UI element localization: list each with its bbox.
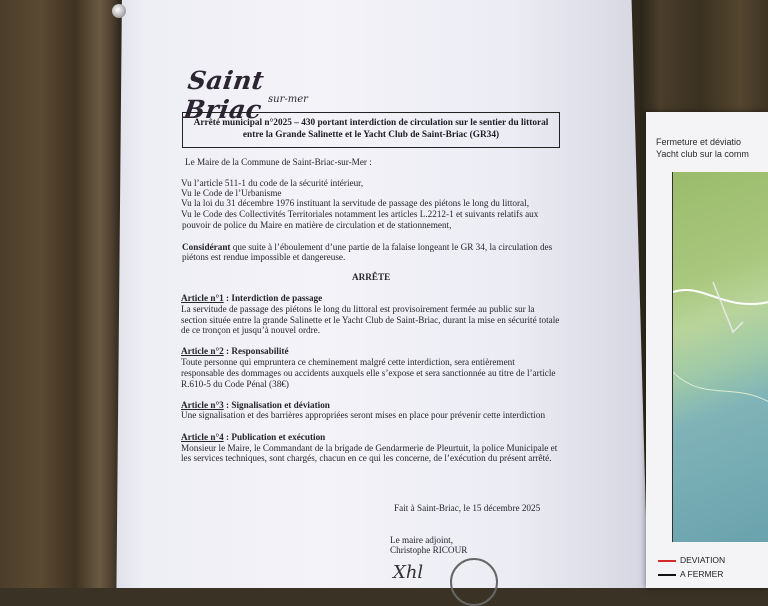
signatory-name: Christophe RICOUR <box>390 545 468 555</box>
article-heading <box>181 346 289 357</box>
article-body-line: Toute personne qui empruntera ce cheminement malgré cette interdiction, sera entièrement <box>181 357 515 367</box>
article-body-line: de ce tronçon et jusqu’à nouvel ordre. <box>181 325 321 335</box>
considerant-text: que suite à l’éboulement d’une partie de la falaise longeant le GR 34, la circulation des <box>230 242 553 252</box>
map-path <box>713 282 743 332</box>
article-number: Article n°3 <box>181 400 224 410</box>
official-stamp <box>450 558 498 606</box>
article-heading <box>181 293 322 304</box>
article-body-line: responsable des dommages ou accidents auxquels elle s’expose et sera sanctionnée au titre de l’article <box>181 368 556 378</box>
decree-title <box>182 112 560 148</box>
legend-fermer: A FERMER <box>680 569 724 579</box>
map-title-line-1: Fermeture et déviatio <box>656 137 742 147</box>
article-body-line: les services techniques, sont chargés, chacun en ce qui les concerne, de l’exécution du présent arrêté. <box>181 453 552 463</box>
logo-sub-text: sur-mer <box>268 94 308 105</box>
fait-date: Fait à Saint-Briac, le 15 décembre 2025 <box>394 503 541 513</box>
map-paths <box>673 172 768 542</box>
vu-line: Vu le Code de l’Urbanisme <box>181 188 282 198</box>
article-number: Article n°2 <box>181 346 224 356</box>
article-title: : Publication et exécution <box>223 432 326 442</box>
logo-main-text: Saint Briac <box>181 66 267 124</box>
arrete-heading: ARRÊTE <box>352 272 391 282</box>
article-body-line: La servitude de passage des piétons le long du littoral est provisoirement fermée au public sur la <box>181 304 535 314</box>
vu-line: Vu le Code des Collectivités Territoriales notamment les articles L.2212-1 et suivants relatifs aux <box>181 209 539 219</box>
map-notice <box>646 112 768 588</box>
handwritten-signature: Xhl <box>393 562 424 583</box>
intro-text: Le Maire de la Commune de Saint-Briac-sur-Mer : <box>185 157 372 167</box>
article-body-line: Une signalisation et des barrières appropriées seront mises en place pour prévenir cette interdiction <box>181 410 546 420</box>
map-title <box>656 136 749 160</box>
article-title: : Interdiction de passage <box>223 293 323 303</box>
article-heading <box>181 432 325 443</box>
article-title: : Responsabilité <box>223 346 289 356</box>
vu-line: pouvoir de police du Maire en matière de circulation et de stationnement, <box>182 220 452 230</box>
article-body-line: R.610-5 du Code Pénal (38€) <box>181 379 289 389</box>
vu-line: Vu la loi du 31 décembre 1976 instituant la servitude de passage des piétons le long du littoral, <box>181 198 529 208</box>
signatory-role: Le maire adjoint, <box>390 535 454 545</box>
pin-icon <box>112 4 126 18</box>
considerant-label: Considérant <box>182 242 231 252</box>
town-logo <box>181 66 316 124</box>
title-line-1: Arrêté municipal n°2025 – 430 portant interdiction de circulation sur le sentier du littoral <box>193 118 549 128</box>
article-body-line: Monsieur le Maire, le Commandant de la brigade de Gendarmerie de Pleurtuit, la police Municipale et <box>181 443 558 453</box>
article-number: Article n°1 <box>181 293 224 303</box>
title-line-2: entre la Grande Salinette et le Yacht Club de Saint-Briac (GR34) <box>242 129 500 140</box>
article-number: Article n°4 <box>181 432 224 442</box>
legend-deviation: DEVIATION <box>680 555 726 565</box>
map-title-line-2: Yacht club sur la comm <box>656 149 749 159</box>
article-title: : Signalisation et déviation <box>223 400 330 410</box>
legend-swatch-deviation <box>658 560 676 562</box>
map-image <box>672 172 768 542</box>
considerant-line-2: piétons est rendue impossible et dangereuse. <box>182 252 346 262</box>
map-coastline <box>673 372 768 402</box>
article-body-line: section située entre la grande Salinette et le Yacht Club de Saint-Briac, durant la mise en sécurité totale <box>181 315 560 325</box>
legend-swatch-fermer <box>658 574 676 576</box>
vu-line: Vu l’article 511-1 du code de la sécurité intérieur, <box>181 178 364 188</box>
